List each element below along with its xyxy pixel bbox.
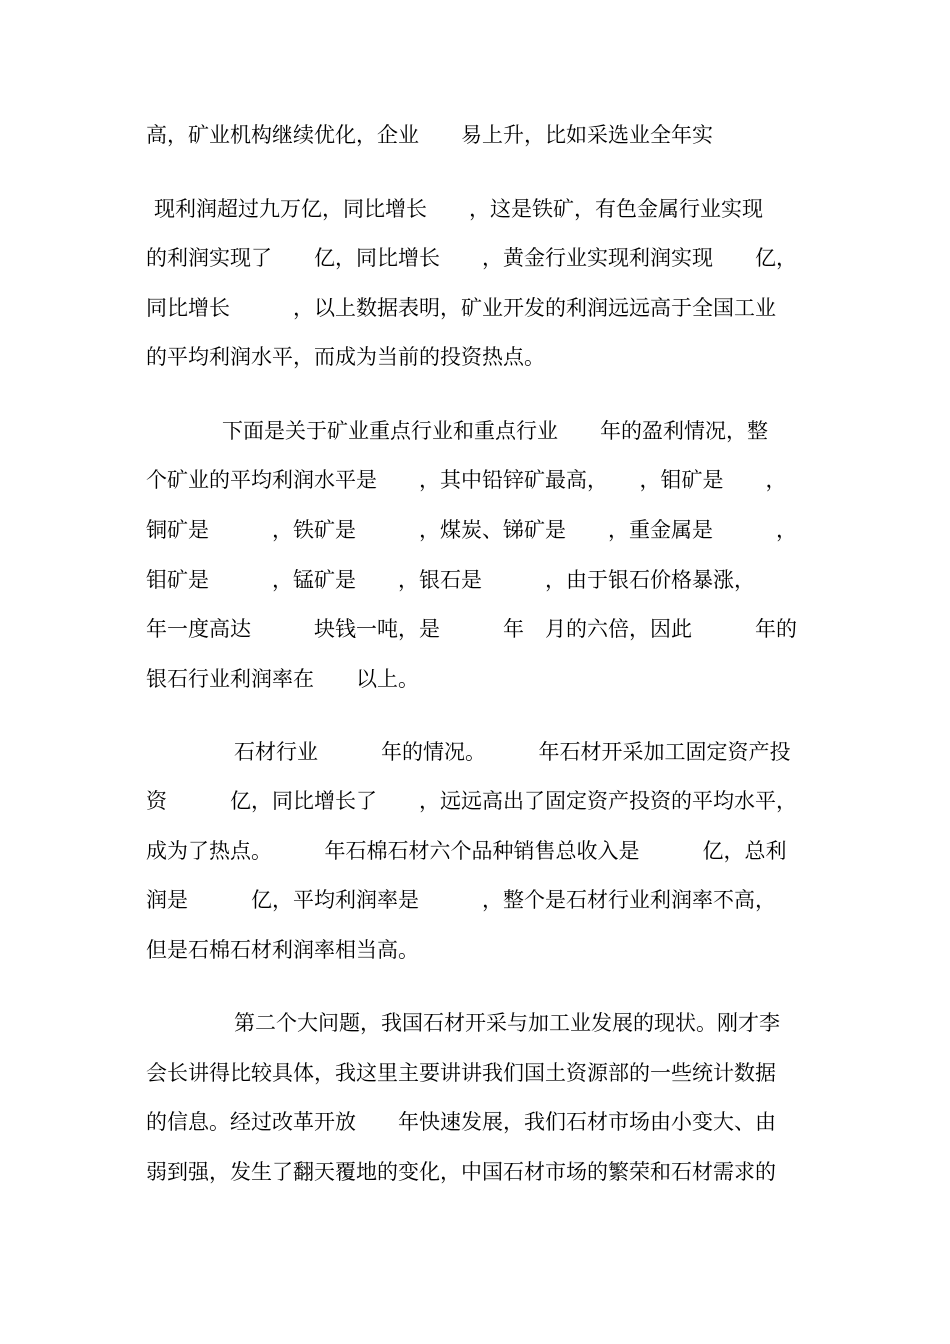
text-line: 润是 亿，平均利润率是 ，整个是石材行业利润率不高， — [146, 888, 776, 912]
text-line: 现利润超过九万亿，同比增长 ，这是铁矿，有色金属行业实现 — [154, 197, 763, 221]
text-line: 下面是关于矿业重点行业和重点行业 年的盈利情况，整 — [222, 419, 768, 443]
text-line: 的利润实现了 亿，同比增长 ，黄金行业实现利润实现 亿， — [146, 246, 797, 270]
text-line: 高，矿业机构继续优化，企业 易上升，比如采选业全年实 — [146, 123, 713, 147]
text-line: 第二个大问题，我国石材开采与加工业发展的现状。刚才李 — [234, 1011, 780, 1035]
text-line: 石材行业 年的情况。 年石材开采加工固定资产投 — [234, 740, 791, 764]
text-line: 弱到强，发生了翻天覆地的变化，中国石材市场的繁荣和石材需求的 — [146, 1160, 776, 1184]
text-line: 的信息。经过改革开放 年快速发展，我们石材市场由小变大、由 — [146, 1110, 776, 1134]
text-line: 同比增长 ，以上数据表明，矿业开发的利润远远高于全国工业 — [146, 296, 776, 320]
text-line: 银石行业利润率在 以上。 — [146, 667, 419, 691]
text-line: 铜矿是 ，铁矿是 ，煤炭、锑矿是 ，重金属是 ， — [146, 518, 797, 542]
text-line: 但是石棉石材利润率相当高。 — [146, 938, 419, 962]
text-line: 年一度高达 块钱一吨，是 年 月的六倍，因此 年的 — [146, 617, 797, 641]
text-line: 个矿业的平均利润水平是 ，其中铅锌矿最高， ，钼矿是 ， — [146, 468, 787, 492]
text-line: 资 亿，同比增长了 ，远远高出了固定资产投资的平均水平， — [146, 789, 797, 813]
text-line: 钼矿是 ，锰矿是 ，银石是 ，由于银石价格暴涨， — [146, 568, 755, 592]
text-line: 的平均利润水平，而成为当前的投资热点。 — [146, 345, 545, 369]
text-line: 会长讲得比较具体，我这里主要讲讲我们国土资源部的一些统计数据 — [146, 1061, 776, 1085]
text-line: 成为了热点。 年石棉石材六个品种销售总收入是 亿，总利 — [146, 839, 787, 863]
